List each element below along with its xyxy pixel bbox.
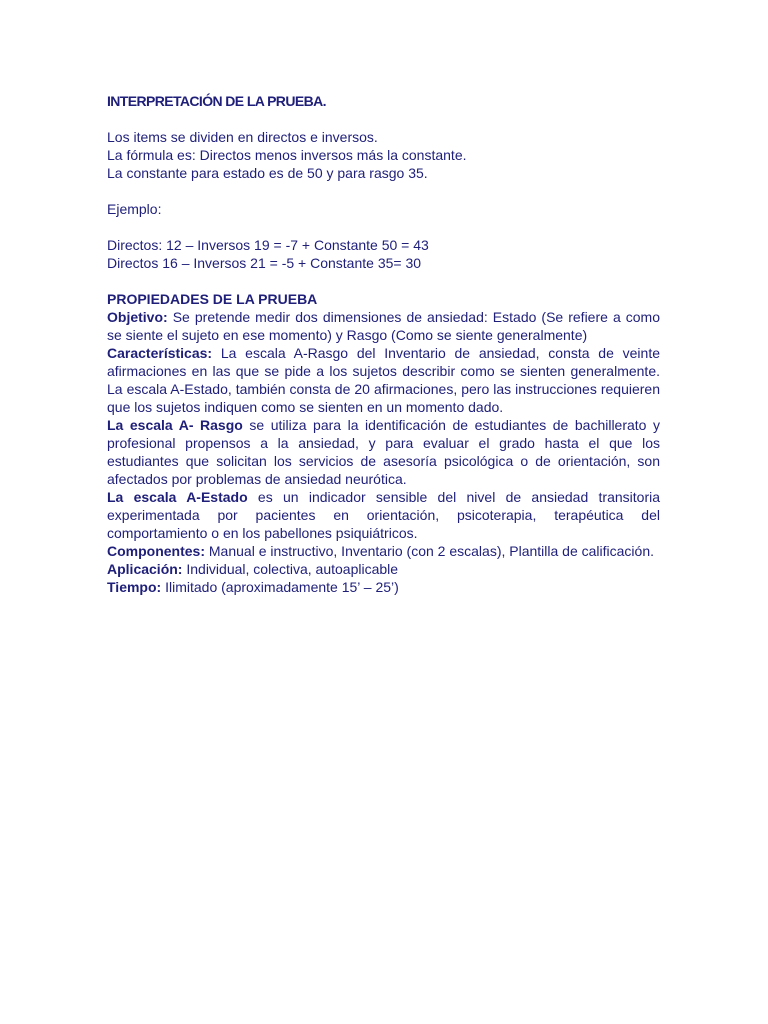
interpretation-line: La fórmula es: Directos menos inversos más la constante.: [107, 147, 467, 163]
caracteristicas-label: Características:: [107, 345, 213, 361]
rasgo-label: La escala A- Rasgo: [107, 417, 243, 433]
objetivo-text: Se pretende medir dos dimensiones de ansiedad: Estado (Se refiere a como se siente el sujeto en ese momento) y Rasgo (Como se siente generalmente): [107, 309, 661, 343]
componentes-text: Manual e instructivo, Inventario (con 2 escalas), Plantilla de calificación.: [208, 543, 654, 559]
example-label: Ejemplo:: [107, 201, 162, 217]
interpretation-line: Los items se dividen en directos e inversos.: [107, 129, 378, 145]
caracteristicas-text: La escala A-Rasgo del Inventario de ansiedad, consta de veinte afirmaciones en las que se pide a los sujetos describir como se sienten generalmente. La escala A-Estado, también consta de 20 afirmaciones, pero las instrucciones requieren que los sujetos indiquen como se sienten en un momento dado.: [107, 345, 660, 415]
aplicacion-label: Aplicación:: [107, 561, 183, 577]
estado-text: es un indicador sensible del nivel de ansiedad transitoria experimentada por pacientes en orientación, psicoterapia, terapéutica del comportamiento o en los pabellones psiquiátricos.: [107, 489, 660, 541]
objetivo-paragraph: [107, 308, 660, 344]
aplicacion-paragraph: [107, 560, 660, 578]
example-lines: [107, 236, 660, 272]
interpretation-lines: [107, 128, 660, 182]
tiempo-paragraph: [107, 578, 660, 596]
caracteristicas-paragraph: [107, 344, 660, 416]
estado-label: La escala A-Estado: [107, 489, 248, 505]
document-page: [107, 92, 660, 596]
interpretation-heading: INTERPRETACIÓN DE LA PRUEBA.: [107, 93, 326, 109]
interpretation-line: La constante para estado es de 50 y para rasgo 35.: [107, 165, 428, 181]
example-line: Directos 16 – Inversos 21 = -5 + Constante 35= 30: [107, 255, 422, 271]
componentes-paragraph: [107, 542, 660, 560]
componentes-label: Componentes:: [107, 543, 205, 559]
example-line: Directos: 12 – Inversos 19 = -7 + Constante 50 = 43: [107, 237, 429, 253]
rasgo-paragraph: [107, 416, 660, 488]
tiempo-text: Ilimitado (aproximadamente 15’ – 25’): [165, 579, 399, 595]
tiempo-label: Tiempo:: [107, 579, 162, 595]
rasgo-text: se utiliza para la identificación de estudiantes de bachillerato y profesional propensos a la ansiedad, y para evaluar el grado hasta el que los estudiantes que solicitan los servicios de asesoría psicológica o de orientación, son afectados por problemas de ansiedad neurótica.: [107, 417, 661, 487]
aplicacion-text: Individual, colectiva, autoaplicable: [186, 561, 399, 577]
properties-heading: PROPIEDADES DE LA PRUEBA: [107, 291, 318, 307]
objetivo-label: Objetivo:: [107, 309, 168, 325]
estado-paragraph: [107, 488, 660, 542]
